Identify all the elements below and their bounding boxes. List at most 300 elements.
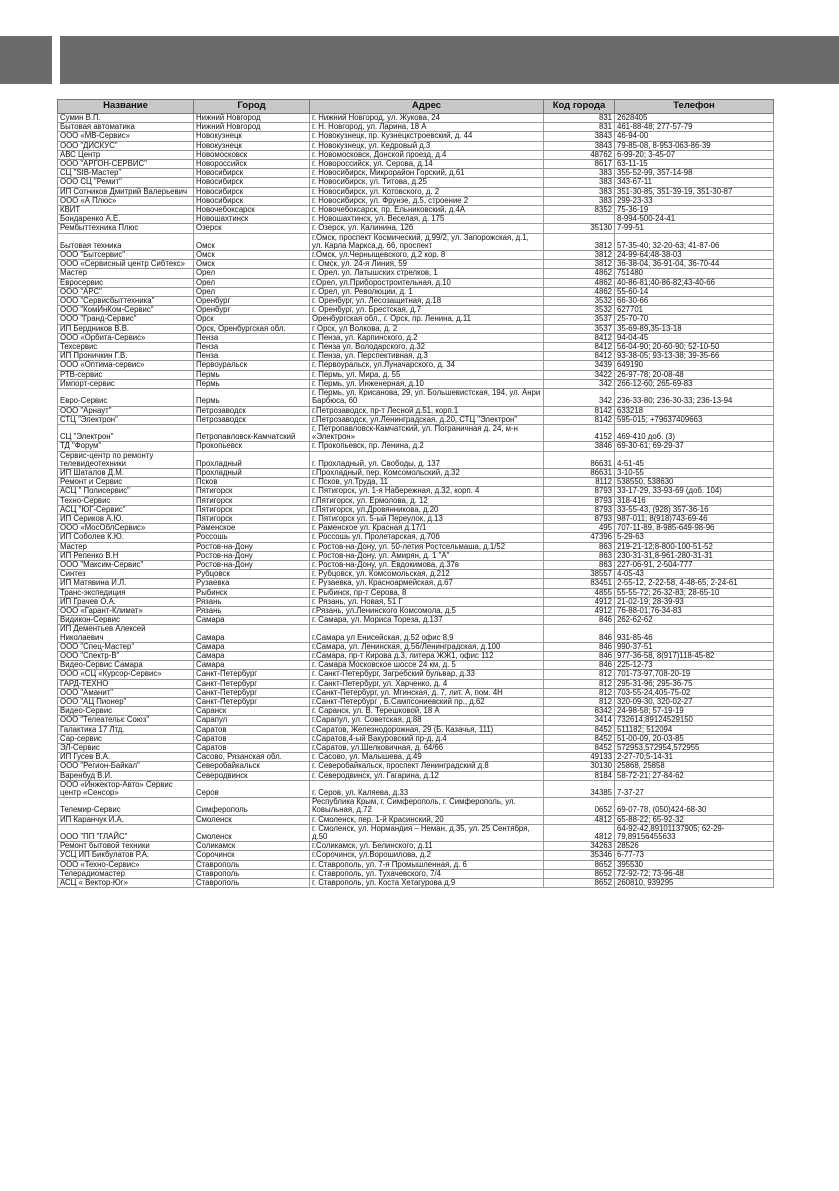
cell-address: г. Ставрополь, ул. Тухачевского, 7/4 [310,869,544,878]
cell-city: Пермь [194,370,310,379]
cell-city: Первоуральск [194,361,310,370]
cell-name: Евросервис [58,278,194,287]
cell-area-code: 846 [544,661,615,670]
cell-city: Пятигорск [194,487,310,496]
cell-area-code [544,215,615,224]
cell-area-code: 342 [544,389,615,406]
cell-city: Рубцовск [194,570,310,579]
cell-area-code: 863 [544,560,615,569]
cell-area-code: 3537 [544,324,615,333]
cell-name: ЭЛ-Сервис [58,744,194,753]
cell-address: г. Санкт-Петербург, ул. Харченко, д. 4 [310,679,544,688]
cell-area-code: 3843 [544,132,615,141]
cell-address: г.Санкт-Петербург , Б.Сампсониевский пр., д.62 [310,698,544,707]
cell-phone: 633218 [615,406,774,415]
table-row [58,734,774,743]
cell-name: Мастер [58,269,194,278]
cell-address: г. Пятигорск ул. 5-ый Переулок, д.13 [310,514,544,523]
table-row [58,824,774,841]
column-header-city: Город [194,100,310,114]
table-row [58,716,774,725]
cell-phone: 7-37-27 [615,780,774,797]
cell-name: ИП Матявина И.Л. [58,579,194,588]
cell-area-code: 8352 [544,206,615,215]
cell-city: Омск [194,251,310,260]
cell-name: ИП Репенко В.Н [58,551,194,560]
cell-phone: 40-86-81;40-86-82;43-40-66 [615,278,774,287]
cell-area-code: 495 [544,524,615,533]
cell-address: г.Самара ул Енисейская, д.52 офис 8,9 [310,625,544,642]
cell-phone: 627701 [615,306,774,315]
cell-city: Раменское [194,524,310,533]
cell-city: Саратов [194,734,310,743]
cell-phone: 63-11-15 [615,160,774,169]
cell-phone: 260810, 939295 [615,879,774,888]
cell-city: Орск, Оренбургская обл. [194,324,310,333]
cell-area-code: 4812 [544,815,615,824]
cell-city: Саратов [194,725,310,734]
cell-name: Варенбуд В.И. [58,771,194,780]
cell-city: Ставрополь [194,860,310,869]
cell-city: Прохладный [194,451,310,468]
cell-area-code: 3843 [544,141,615,150]
cell-area-code: 0652 [544,798,615,815]
cell-city: Орел [194,269,310,278]
table-row [58,287,774,296]
cell-name: Техно-Сервис [58,496,194,505]
cell-area-code: 3422 [544,370,615,379]
cell-city: Сорочинск [194,851,310,860]
cell-name: ООО «Оптима-сервис» [58,361,194,370]
cell-phone: 55-55-72; 26-32-83; 28-65-10 [615,588,774,597]
cell-city: Саратов [194,744,310,753]
cell-phone: 58-72-21; 27-84-62 [615,771,774,780]
cell-phone: 93-38-05; 93-13-38; 39-35-66 [615,352,774,361]
cell-name: Транс-экспедиция [58,588,194,597]
cell-city: Рузаевка [194,579,310,588]
cell-address: г. Первоуральск, ул.Луначарского, д. 34 [310,361,544,370]
cell-city: Омск [194,233,310,250]
cell-city: Орел [194,278,310,287]
table-row [58,560,774,569]
cell-phone: 26-97-78; 20-08-48 [615,370,774,379]
cell-phone: 707-11-89, 8-985-649-98-96 [615,524,774,533]
cell-phone: 24-99-64;48-38-03 [615,251,774,260]
cell-city: Орел [194,287,310,296]
cell-phone: 55-60-14 [615,287,774,296]
cell-phone: 703-55-24,405-75-02 [615,688,774,697]
table-row [58,661,774,670]
cell-area-code: 846 [544,651,615,660]
cell-phone: 751480 [615,269,774,278]
cell-address: г.Рязань, ул.Ленинского Комсомола, д.5 [310,606,544,615]
cell-city: Ростов-на-Дону [194,560,310,569]
cell-city: Пермь [194,389,310,406]
cell-city: Сарапул [194,716,310,725]
cell-name: ООО "КомИнКом-Сервис" [58,306,194,315]
table-row [58,379,774,388]
cell-name: ГАРД-ТЕХНО [58,679,194,688]
cell-name: ООО "Спец-Мастер" [58,642,194,651]
table-row [58,132,774,141]
cell-area-code: 8617 [544,160,615,169]
cell-address: г. Пермь, ул. Мира, д. 55 [310,370,544,379]
table-row [58,524,774,533]
cell-phone: 94-04-45 [615,333,774,342]
cell-phone: 355-52-99, 357-14-98 [615,169,774,178]
cell-name: Бытовая техника [58,233,194,250]
cell-city: Смоленск [194,824,310,841]
table-row [58,406,774,415]
cell-area-code: 3439 [544,361,615,370]
cell-area-code: 48762 [544,150,615,159]
cell-name: ООО "Максим-Сервис" [58,560,194,569]
table-row [58,842,774,851]
cell-city: Новокузнецк [194,141,310,150]
cell-phone: 36-38-04, 36-91-04, 36-70-44 [615,260,774,269]
cell-phone: 33-17-29, 33-93-69 (доб. 104) [615,487,774,496]
cell-name: Ремонт и Сервис [58,478,194,487]
table-row [58,306,774,315]
column-header-name: Название [58,100,194,114]
cell-address: г. Смоленск, ул. Нормандия – Неман, д.35, ул. 25 Сентября, д.50 [310,824,544,841]
cell-phone: 732614;89124529150 [615,716,774,725]
cell-name: ИП Сериков А.Ю. [58,514,194,523]
cell-area-code: 4862 [544,269,615,278]
cell-address: г.Саратов, ул.Шелковичная, д. 64/66 [310,744,544,753]
table-row [58,324,774,333]
cell-city: Орск [194,315,310,324]
cell-name: ИП Дементьев Алексей Николаевич [58,625,194,642]
cell-city: Рязань [194,606,310,615]
cell-name: ООО «Инжектор-Авто» Сервис центр «Сенсор» [58,780,194,797]
cell-area-code: 812 [544,679,615,688]
cell-address: г. Петропавловск-Камчатский, ул. Пограничная д. 24, м-н «Электрон» [310,424,544,441]
cell-phone: 28526 [615,842,774,851]
cell-phone: 6-77-73 [615,851,774,860]
cell-address: г. Пенза ул. Володарского, д.32 [310,343,544,352]
table-row [58,625,774,642]
table-row [58,514,774,523]
cell-address: г. Орел. ул. Латышских стрелков, 1 [310,269,544,278]
table-row [58,688,774,697]
table-row [58,315,774,324]
cell-city: Нижний Новгород [194,114,310,123]
cell-phone: 225-12-73 [615,661,774,670]
cell-city: Прокопьевск [194,442,310,451]
cell-area-code: 86631 [544,451,615,468]
table-row [58,352,774,361]
cell-address: Республика Крым, г. Симферополь, г. Симферополь, ул. Ковыльная, д.72 [310,798,544,815]
cell-phone: 931-85-46 [615,625,774,642]
table-row [58,478,774,487]
cell-phone: 219-21-12;8-800-100-51-52 [615,542,774,551]
table-row [58,260,774,269]
cell-name: АСЦ « Вектор-Юг» [58,879,194,888]
cell-address: г. Оренбург, ул. Брестская, д.7 [310,306,544,315]
cell-name: Телемир-Сервис [58,798,194,815]
cell-area-code: 8652 [544,869,615,878]
cell-city: Новосибирск [194,196,310,205]
cell-city: Рязань [194,597,310,606]
cell-city: Симферополь [194,798,310,815]
cell-city: Новочебоксарск [194,206,310,215]
cell-area-code: 8793 [544,487,615,496]
cell-address: г. Новосибирск, Микрорайон Горский, д.61 [310,169,544,178]
table-header-row [58,100,774,114]
cell-address: г. Пенза, ул. Перспективная, д.3 [310,352,544,361]
cell-area-code: 3812 [544,260,615,269]
cell-city: Ставрополь [194,869,310,878]
cell-name: АВС Центр [58,150,194,159]
cell-area-code: 831 [544,123,615,132]
table-row [58,224,774,233]
cell-city: Ставрополь [194,879,310,888]
cell-phone: 318-416 [615,496,774,505]
cell-address: г. Новосибирск, ул. Титова, д.25 [310,178,544,187]
cell-city: Пермь [194,379,310,388]
table-row [58,670,774,679]
cell-name: Сервис-центр по ремонту телевидеотехники [58,451,194,468]
cell-area-code: 863 [544,542,615,551]
cell-city: Петрозаводск [194,415,310,424]
cell-area-code: 4862 [544,278,615,287]
cell-city: Сасово, Рязанская обл. [194,753,310,762]
cell-address: г. Новошахтинск, ул. Веселая, д. 175 [310,215,544,224]
cell-name: ИП Каранчук И.А. [58,815,194,824]
cell-phone: 2-27-70;5-14-31 [615,753,774,762]
cell-city: Новомосковск [194,150,310,159]
cell-area-code: 383 [544,178,615,187]
table-row [58,753,774,762]
cell-city: Самара [194,661,310,670]
cell-city: Прохладный [194,468,310,477]
cell-phone: 538550, 538630 [615,478,774,487]
table-row [58,707,774,716]
table-row [58,343,774,352]
table-row [58,169,774,178]
cell-phone: 320-09-30, 320-02-27 [615,698,774,707]
cell-phone: 230-31-31,8-961-280-31-31 [615,551,774,560]
cell-name: ТД "Форум" [58,442,194,451]
column-header-phone: Телефон [615,100,774,114]
cell-name: Рембыттехника Плюс [58,224,194,233]
cell-address: г.Петрозаводск, пр-т Лесной д.51, корп.1 [310,406,544,415]
cell-name: Видео-Сервис [58,707,194,716]
table-row [58,542,774,551]
cell-address: г. Озерск, ул. Калинина, 12б [310,224,544,233]
cell-city: Пятигорск [194,496,310,505]
table-row [58,361,774,370]
table-row [58,251,774,260]
table-row [58,616,774,625]
cell-area-code: 4812 [544,824,615,841]
cell-area-code: 8652 [544,860,615,869]
cell-phone: 25868, 25858 [615,762,774,771]
cell-area-code: 812 [544,670,615,679]
cell-address: г. Серов, ул. Каляева, д.33 [310,780,544,797]
cell-area-code: 35130 [544,224,615,233]
cell-address: г. Ростов-на-Дону, ул. Амирян, д. 1 "А" [310,551,544,560]
cell-phone: 33-55-43, (928) 357-36-16 [615,505,774,514]
cell-address: г. Рыбинск, пр-т Серова, 8 [310,588,544,597]
cell-address: г. Омск, ул. 24-я Линия, 59 [310,260,544,269]
cell-city: Пенза [194,333,310,342]
cell-city: Россошь [194,533,310,542]
cell-name: УСЦ ИП Бикбулатов Р.А. [58,851,194,860]
cell-phone: 57-35-40; 32-20-63; 41-87-06 [615,233,774,250]
table-row [58,725,774,734]
cell-phone: 2-55-12, 2-22-58, 4-48-65, 2-24-61 [615,579,774,588]
cell-name: ИП Грачев О.А. [58,597,194,606]
cell-area-code: 8412 [544,333,615,342]
cell-area-code: 812 [544,688,615,697]
cell-name: ООО "Гранд-Сервис" [58,315,194,324]
table-row [58,533,774,542]
table-row [58,141,774,150]
cell-area-code: 8793 [544,514,615,523]
cell-city: Петрозаводск [194,406,310,415]
cell-name: ООО "Бытсервис" [58,251,194,260]
cell-area-code: 3537 [544,315,615,324]
cell-city: Северобайкальск [194,762,310,771]
cell-address: г. Санкт-Петербург, Загребский бульвар, д.33 [310,670,544,679]
cell-name: Ремонт бытовой техники [58,842,194,851]
cell-name: Синтез [58,570,194,579]
cell-phone: 64-92-42,89101137905; 62-29-79,89156455633 [615,824,774,841]
cell-city: Пенза [194,343,310,352]
cell-address: г. Новокузнецк, ул. Кедровый д.3 [310,141,544,150]
cell-area-code: 8793 [544,505,615,514]
cell-name: ИП Сотников Дмитрий Валерьевич [58,187,194,196]
table-row [58,297,774,306]
cell-city: Новосибирск [194,169,310,178]
cell-phone: 3-10-55 [615,468,774,477]
cell-name: ООО "ПП "ГЛАЙС" [58,824,194,841]
cell-phone: 79-85-08, 8-953-063-86-39 [615,141,774,150]
cell-phone: 4-05-43 [615,570,774,579]
cell-address: г.Сорочинск, ул.Ворошилова, д.2 [310,851,544,860]
cell-name: Бытовая автоматика [58,123,194,132]
cell-address: г. Псков, ул.Труда, 11 [310,478,544,487]
cell-address: г. Рузаевка, ул. Красноармейская, д.67 [310,579,544,588]
cell-address: г.Орел, ул.Приборостроительная, д.10 [310,278,544,287]
cell-phone: 461-88-48; 277-57-79 [615,123,774,132]
cell-city: Саранск [194,707,310,716]
cell-city: Пятигорск [194,505,310,514]
cell-address: г. Сасово, ул. Малышева, д.49 [310,753,544,762]
cell-area-code: 4912 [544,606,615,615]
cell-area-code: 863 [544,551,615,560]
cell-area-code: 383 [544,196,615,205]
cell-phone: 25-70-70 [615,315,774,324]
cell-phone: 35-69-89,35-13-18 [615,324,774,333]
cell-address: г. Ростов-на-Дону, ул. Евдокимова, д.37в [310,560,544,569]
cell-name: ООО «Орбита-Сервис» [58,333,194,342]
cell-area-code: 83451 [544,579,615,588]
cell-area-code: 38557 [544,570,615,579]
table-row [58,869,774,878]
cell-address: г.Сарапул, ул. Советская, д.88 [310,716,544,725]
cell-area-code: 8793 [544,496,615,505]
cell-address: г. Прохладный, ул. Свободы, д. 137 [310,451,544,468]
cell-city: Рыбинск [194,588,310,597]
cell-address: г. Ставрополь, ул. 7-я Промышленная, д. 6 [310,860,544,869]
table-row [58,187,774,196]
cell-name: ООО «МосОблСервис» [58,524,194,533]
cell-phone: 987-011; 8(918)743-69-46 [615,514,774,523]
table-row [58,579,774,588]
table-row [58,233,774,250]
header-block-right [60,36,839,84]
cell-name: Сумин В.П. [58,114,194,123]
table-row [58,123,774,132]
cell-phone: 266-12-60; 265-69-83 [615,379,774,388]
cell-phone: 56-04-90; 20-60-90; 52-10-50 [615,343,774,352]
cell-city: Санкт-Петербург [194,698,310,707]
cell-address: г. Рязань, ул. Новая, 51 Г [310,597,544,606]
cell-address: г. Новомосковск, Донской проезд, д.4 [310,150,544,159]
cell-name: ООО "Сервисбыттехника" [58,297,194,306]
cell-city: Новороссийск [194,160,310,169]
cell-phone: 21-02-19; 28-39-93 [615,597,774,606]
cell-city: Санкт-Петербург [194,679,310,688]
cell-area-code: 86631 [544,468,615,477]
cell-name: ИП Соболев К.Ю. [58,533,194,542]
table-row [58,415,774,424]
cell-name: ООО «МВ-Сервис» [58,132,194,141]
cell-area-code: 8112 [544,478,615,487]
cell-address: г. Самара, ул. Мориса Тореза, д.137 [310,616,544,625]
cell-city: Самара [194,625,310,642]
cell-area-code: 8652 [544,879,615,888]
cell-area-code: 342 [544,379,615,388]
cell-area-code: 4862 [544,287,615,296]
cell-address: г. Россошь ул. Пролетарская, д.70б [310,533,544,542]
cell-name: ООО «СЦ «Курсор-Сервис» [58,670,194,679]
cell-city: Соликамск [194,842,310,851]
column-header-area-code: Код города [544,100,615,114]
table-row [58,780,774,797]
table-row [58,442,774,451]
table-row [58,698,774,707]
cell-city: Пенза [194,352,310,361]
cell-phone: 46-94-00 [615,132,774,141]
cell-area-code: 8452 [544,734,615,743]
cell-phone: 990-37-51 [615,642,774,651]
cell-address: г.Саратов, Железнодорожная, 29 (Б. Казачья, 111) [310,725,544,734]
cell-phone: 2628405 [615,114,774,123]
cell-address: г.Самара, ул. Ленинская, д.56/Ленинградская, д.100 [310,642,544,651]
cell-phone: 295-31-96; 295-36-75 [615,679,774,688]
cell-phone: 65-88-22; 65-92-32 [615,815,774,824]
table-row [58,468,774,477]
cell-address: г. Самара Московское шоссе 24 км, д. 5 [310,661,544,670]
cell-area-code: 8142 [544,415,615,424]
cell-name: ООО "АЦ Пионер" [58,698,194,707]
cell-name: Видикон-Сервис [58,616,194,625]
table-row [58,370,774,379]
cell-name: ООО "Телеательє Союз" [58,716,194,725]
cell-name: АСЦ "ЮГ-Сервис" [58,505,194,514]
cell-phone: 236-33-80; 236-30-33; 236-13-94 [615,389,774,406]
cell-address: г. Новосибирск, ул. Фрунзе, д.5, строение 2 [310,196,544,205]
cell-address: г. Нижний Новгород, ул. Жукова, 24 [310,114,544,123]
cell-address: г. Новосибирск, ул. Котовского, д. 2 [310,187,544,196]
table-row [58,771,774,780]
cell-area-code: 8412 [544,343,615,352]
table-row [58,570,774,579]
